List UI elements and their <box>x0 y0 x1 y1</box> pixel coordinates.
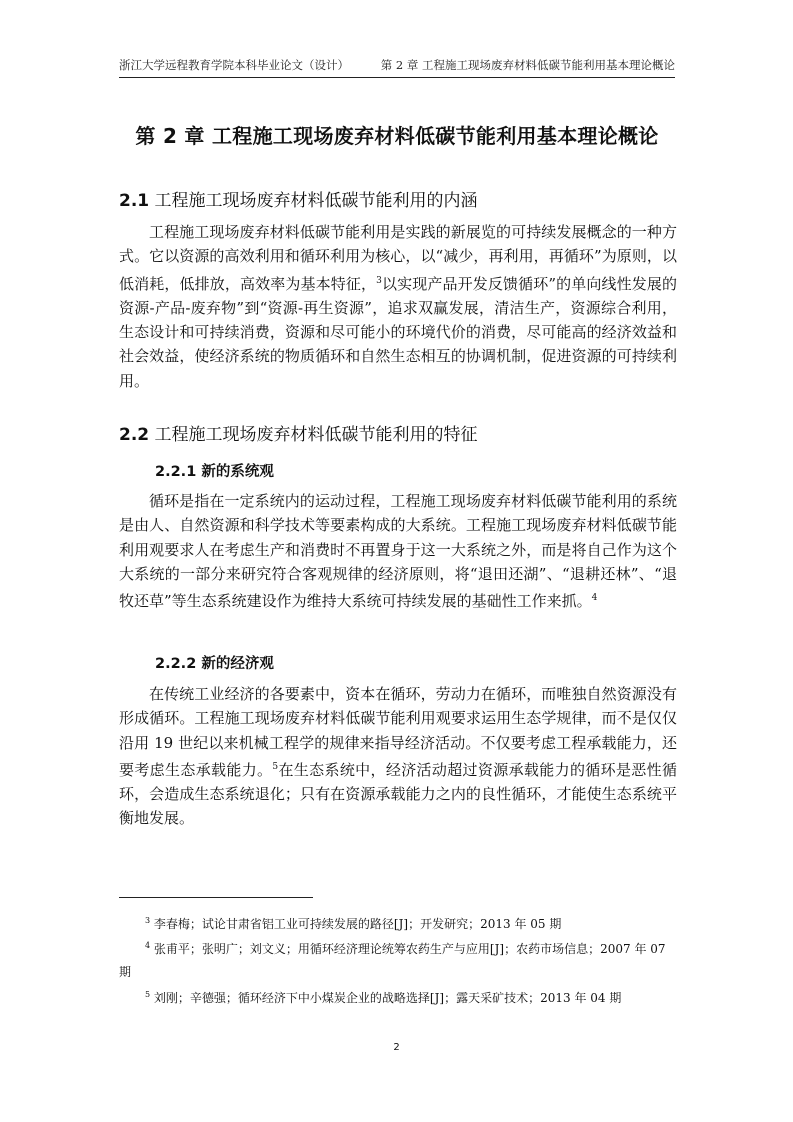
section-number: 2.2 <box>119 425 150 445</box>
subsection-title-2-2-2 <box>155 652 274 673</box>
footnote-rule <box>119 897 313 898</box>
paragraph-text: 循环是指在一定系统内的运动过程，工程施工现场废弃材料低碳节能利用的系统是由人、自然资源和科学技术等要素构成的大系统。工程施工现场废弃材料低碳节能利用观要求人在考虑生产和消费时不再置身于这一大系统之外，而是将自己作为这个大系统的一部分来研究符合客观规律的经济原则，将“退田还湖”、“退耕还林”、“退牧还草”等生态系统建设作为维持大系统可持续发展的基础性工作来抓。 <box>119 492 677 611</box>
paragraph-text: 以实现产品开发反馈循环”的单向线性发展的资源-产品-废弃物”到“资源-再生资源”，追求双赢发展，清洁生产，资源综合利用，生态设计和可持续消费，资源和尽可能小的环境代价的消费，尽可能高的经济效益和社会效益，使经济系统的物质循环和自然生态相互的协调机制，促进资源的可持续利用。 <box>119 274 677 390</box>
footnote-text: 李春梅；试论甘肃省铝工业可持续发展的路径[J]；开发研究；2013 年 05 期 <box>153 917 562 931</box>
section-number: 2.1 <box>119 191 150 211</box>
paragraph-2-2-2 <box>119 682 677 831</box>
paragraph-text: 在生态系统中，经济活动超过资源承载能力的循环是恶性循环，会造成生态系统退化；只有在资源承载能力之内的良性循环，才能使生态系统平衡地发展。 <box>119 760 677 828</box>
section-title-2-2 <box>119 420 478 445</box>
subsection-title-2-2-1 <box>155 460 274 481</box>
running-header-right: 第 2 章 工程施工现场废弃材料低碳节能利用基本理论概论 <box>380 58 675 72</box>
footnote-5 <box>119 983 677 1010</box>
section-title-text: 工程施工现场废弃材料低碳节能利用的内涵 <box>154 191 478 211</box>
footnote-mark: 3 <box>145 916 151 925</box>
footnote-4 <box>119 934 677 984</box>
chapter-title: 第 2 章 工程施工现场废弃材料低碳节能利用基本理论概论 <box>135 124 659 148</box>
paragraph-text: 在传统工业经济的各要素中，资本在循环，劳动力在循环，而唯独自然资源没有形成循环。工程施工现场废弃材料低碳节能利用观要求运用生态学规律，而不是仅仅沿用 19 世纪以来机械工程学的规律来指导经济活动。不仅要考虑工程承载能力，还要考虑生态承载能力。 <box>119 685 677 779</box>
section-title-text: 工程施工现场废弃材料低碳节能利用的特征 <box>154 425 478 445</box>
subsection-number: 2.2.2 <box>155 656 197 672</box>
header-rule <box>119 77 675 78</box>
footnote-ref: 3 <box>376 275 382 286</box>
page-number: 2 <box>393 1042 400 1053</box>
running-header-left: 浙江大学远程教育学院本科毕业论文（设计） <box>119 58 349 72</box>
footnote-3 <box>119 909 677 936</box>
section-title-2-1 <box>119 186 478 211</box>
running-header <box>119 57 675 73</box>
paragraph-2-1 <box>119 220 677 393</box>
paragraph-2-2-1 <box>119 489 677 613</box>
footnote-ref: 4 <box>591 593 598 604</box>
footnote-mark: 4 <box>145 941 151 950</box>
subsection-number: 2.2.1 <box>155 464 197 480</box>
footnote-text: 刘刚；辛德强；循环经济下中小煤炭企业的战略选择[J]；露天采矿技术；2013 年 04 期 <box>153 991 622 1005</box>
paragraph-text: 工程施工现场废弃材料低碳节能利用是实践的新展览的可持续发展概念的一种方式。它以资源的高效利用和循环利用为核心，以“减少，再利用，再循环”为原则，以低消耗，低排放，高效率为基本特征， <box>119 223 677 293</box>
subsection-title-text: 新的经济观 <box>201 656 274 672</box>
footnote-ref: 5 <box>272 761 279 772</box>
footnote-mark: 5 <box>145 990 151 999</box>
footnote-text: 张甫平；张明广；刘文义；用循环经济理论统筹农药生产与应用[J]；农药市场信息；2007 年 07 期 <box>119 942 666 979</box>
subsection-title-text: 新的系统观 <box>201 464 274 480</box>
